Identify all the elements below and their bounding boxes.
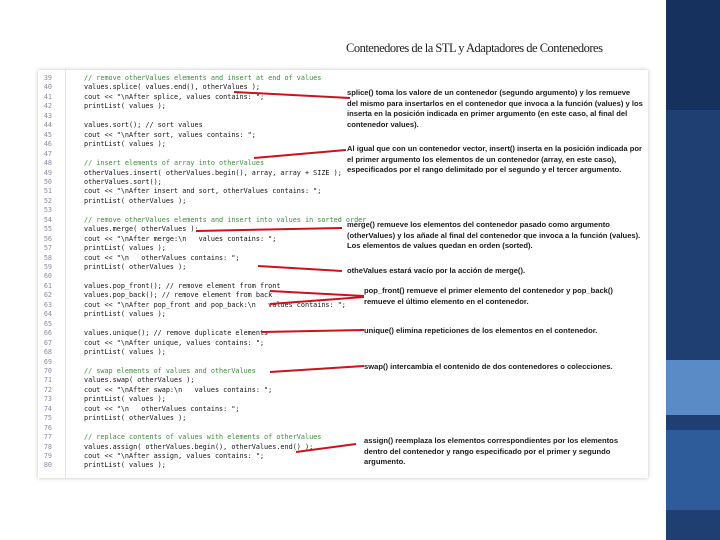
line-number: 57 bbox=[43, 244, 52, 253]
code-text: cout << "\nAfter merge:\n values contains: "; bbox=[84, 234, 277, 243]
line-number: 55 bbox=[43, 225, 52, 234]
code-text: printList( values ); bbox=[84, 348, 166, 357]
code-text: // remove otherValues elements and insert at end of values bbox=[84, 74, 322, 82]
line-number: 47 bbox=[43, 149, 52, 158]
code-text: values.swap( otherValues ); bbox=[84, 376, 195, 385]
code-text: printList( values ); bbox=[84, 140, 166, 149]
code-text: values.unique(); // remove duplicate elements bbox=[84, 329, 269, 338]
line-number: 76 bbox=[43, 423, 52, 432]
line-number: 58 bbox=[43, 253, 52, 262]
code-text: printList( values ); bbox=[84, 395, 166, 404]
code-text: values.assign( otherValues.begin(), otherValues.end() ); bbox=[84, 442, 314, 451]
code-text: printList( values ); bbox=[84, 310, 166, 319]
line-number: 60 bbox=[43, 272, 52, 281]
code-text: values.merge( otherValues ); bbox=[84, 225, 199, 234]
code-text: cout << "\nAfter sort, values contains: "; bbox=[84, 130, 256, 139]
line-number: 49 bbox=[43, 168, 52, 177]
code-text: printList( otherValues ); bbox=[84, 414, 187, 423]
line-number: 64 bbox=[43, 310, 52, 319]
line-number: 79 bbox=[43, 452, 52, 460]
decorative-block-top bbox=[666, 0, 720, 110]
line-number: 67 bbox=[43, 338, 52, 347]
line-number: 40 bbox=[43, 83, 52, 92]
code-text: printList( otherValues ); bbox=[84, 263, 187, 271]
arrow-swap bbox=[270, 366, 364, 372]
note-assign: assign() reemplaza los elementos correspondientes por los elementos dentro del contenedor y rango especificado por el primer y segundo argumento. bbox=[364, 436, 619, 467]
code-text: values.sort(); // sort values bbox=[84, 121, 203, 130]
code-text: printList( otherValues ); bbox=[84, 196, 187, 205]
code-text: cout << "\n otherValues contains: "; bbox=[84, 404, 240, 413]
arrow-pop bbox=[270, 291, 364, 296]
line-number: 42 bbox=[43, 102, 52, 111]
line-number: 41 bbox=[43, 92, 52, 101]
decorative-block-mid bbox=[666, 360, 720, 415]
code-text: cout << "\nAfter swap:\n values contains: "; bbox=[84, 385, 273, 394]
line-number: 52 bbox=[43, 196, 52, 205]
line-number: 71 bbox=[43, 376, 52, 385]
line-number: 66 bbox=[43, 329, 52, 338]
code-text: values.pop_front(); // remove element from front bbox=[84, 281, 281, 290]
line-number: 77 bbox=[43, 433, 52, 442]
arrow-merge bbox=[196, 228, 342, 231]
note-swap: swap() intercambia el contenido de dos contenedores o colecciones. bbox=[364, 362, 613, 371]
code-text: cout << "\nAfter pop_front and pop_back:\n values contains: "; bbox=[84, 300, 346, 309]
slide-title: Contenedores de la STL y Adaptadores de Contenedores bbox=[346, 41, 603, 55]
line-number: 68 bbox=[43, 348, 52, 357]
line-number: 74 bbox=[43, 404, 52, 413]
line-number: 39 bbox=[43, 74, 52, 82]
line-number: 72 bbox=[43, 385, 52, 394]
code-screenshot-panel bbox=[38, 70, 648, 478]
code-text: values.splice( values.end(), otherValues ); bbox=[84, 83, 260, 92]
line-number: 73 bbox=[43, 395, 52, 404]
note-unique: unique() elimina repeticiones de los elementos en el contenedor. bbox=[364, 326, 598, 335]
code-text: otherValues.sort(); bbox=[84, 177, 162, 186]
arrow-insert bbox=[254, 150, 346, 158]
code-text: cout << "\nAfter unique, values contains: "; bbox=[84, 338, 265, 347]
note-merge: merge() remueve los elementos del contenedor pasado como argumento (otherValues) y los añade al final del contenedor que invoca a la función (values). Los elementos de values quedan en orden (sorted). bbox=[347, 220, 641, 251]
code-text: values.pop_back(); // remove element from back bbox=[84, 291, 273, 300]
line-number: 53 bbox=[43, 206, 52, 215]
line-number: 78 bbox=[43, 442, 52, 451]
code-text: cout << "\nAfter insert and sort, otherValues contains: "; bbox=[84, 187, 322, 196]
arrow-unique-line bbox=[262, 330, 364, 332]
line-number: 54 bbox=[43, 215, 52, 224]
line-number: 75 bbox=[43, 414, 52, 423]
code-text: // insert elements of array into otherValues bbox=[84, 159, 265, 168]
line-number: 51 bbox=[43, 187, 52, 196]
code-text: printList( values ); bbox=[84, 102, 166, 111]
code-text: cout << "\nAfter splice, values contains: "; bbox=[84, 92, 265, 101]
code-text: printList( values ); bbox=[84, 461, 166, 470]
line-number: 48 bbox=[43, 159, 52, 168]
arrow-merge-empty bbox=[258, 266, 342, 271]
line-number: 62 bbox=[43, 291, 52, 300]
code-text: printList( values ); bbox=[84, 244, 166, 253]
note-insert: Al igual que con un contenedor vector, insert() inserta en la posición indicada por el primer argumento los elementos de un contenedor (array, en este caso), especificados por el rango delimitado por el segundo y el tercer argumento. bbox=[347, 144, 642, 175]
code-text: otherValues.insert( otherValues.begin(), array, array + SIZE ); bbox=[84, 168, 342, 177]
decorative-block-low bbox=[666, 430, 720, 510]
line-number: 69 bbox=[43, 357, 52, 366]
line-number: 45 bbox=[43, 130, 52, 139]
line-number: 70 bbox=[43, 366, 52, 375]
note-pop: pop_front() remueve el primer elemento del contenedor y pop_back() remueve el último elemento en el contenedor. bbox=[364, 286, 613, 306]
code-text: cout << "\nAfter assign, values contains: "; bbox=[84, 452, 265, 460]
code-text: // replace contents of values with elements of otherValues bbox=[84, 433, 322, 442]
line-number: 65 bbox=[43, 319, 52, 328]
line-number: 80 bbox=[43, 461, 52, 470]
code-text: cout << "\n otherValues contains: "; bbox=[84, 253, 240, 262]
note-splice: splice() toma los valore de un contenedor (segundo argumento) y los remueve del mismo para insertarlos en el contenedor que invoca a la función (values) y los inserta en la posición indicada en primer argumento (en este caso, al final del contenedor values). bbox=[347, 88, 643, 129]
line-number: 50 bbox=[43, 177, 52, 186]
code-text: // remove otherValues elements and insert into values in sorted order bbox=[84, 215, 367, 224]
code-text: // swap elements of values and otherValues bbox=[84, 366, 256, 375]
note-merge-empty: otheValues estará vacío por la acción de merge(). bbox=[347, 266, 526, 275]
line-number: 46 bbox=[43, 140, 52, 149]
line-number: 63 bbox=[43, 300, 52, 309]
gutter-divider bbox=[65, 70, 66, 478]
line-number: 43 bbox=[43, 111, 52, 120]
line-number: 59 bbox=[43, 263, 52, 271]
line-number: 56 bbox=[43, 234, 52, 243]
line-number: 61 bbox=[43, 281, 52, 290]
line-number: 44 bbox=[43, 121, 52, 130]
